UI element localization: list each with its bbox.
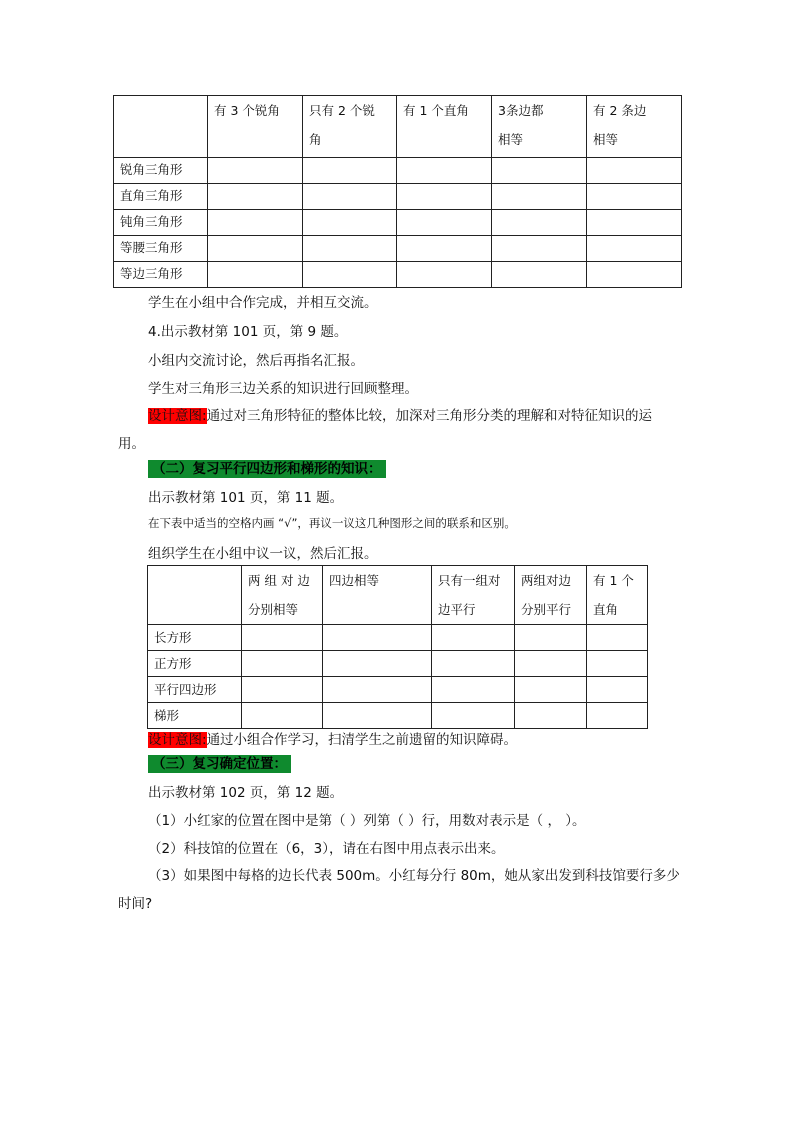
header-text: 只有一组对 <box>438 573 501 588</box>
header-cell <box>114 96 208 158</box>
header-cell <box>515 566 587 625</box>
section-title: （二）复习平行四边形和梯形的知识： <box>148 460 386 478</box>
table-row <box>148 677 648 703</box>
row-label: 长方形 <box>148 625 242 651</box>
question: （3）如果图中每格的边长代表 500m。小红每分行 80m，她从家出发到科技馆要行多少 <box>148 868 680 884</box>
section-heading <box>148 457 386 477</box>
header-cell <box>432 566 515 625</box>
answer-cell[interactable] <box>587 236 682 262</box>
answer-cell[interactable] <box>397 158 492 184</box>
design-intent <box>148 728 517 748</box>
header-text: 有 3 个锐角 <box>214 103 280 118</box>
answer-cell[interactable] <box>397 262 492 288</box>
row-label: 等腰三角形 <box>114 236 208 262</box>
triangle-table <box>113 95 682 288</box>
answer-cell[interactable] <box>303 236 397 262</box>
answer-cell[interactable] <box>587 158 682 184</box>
quadrilateral-table <box>147 565 648 729</box>
row-label: 正方形 <box>148 651 242 677</box>
answer-cell[interactable] <box>432 677 515 703</box>
table-row <box>114 236 682 262</box>
table-row <box>148 625 648 651</box>
header-text: 只有 2 个锐 <box>309 103 375 118</box>
answer-cell[interactable] <box>492 236 587 262</box>
paragraph: 在下表中适当的空格内画 “√”，再议一议这几种图形之间的联系和区别。 <box>148 516 516 530</box>
header-text: 相等 <box>498 132 524 147</box>
answer-cell[interactable] <box>587 625 648 651</box>
answer-cell[interactable] <box>208 262 303 288</box>
answer-cell[interactable] <box>432 651 515 677</box>
header-text: 两组对边 <box>521 573 572 588</box>
design-intent <box>148 404 652 424</box>
table-row <box>114 262 682 288</box>
intent-text: 通过对三角形特征的整体比较，加深对三角形分类的理解和对特征知识的运 <box>206 408 653 424</box>
intent-text: 通过小组合作学习，扫清学生之前遗留的知识障碍。 <box>206 732 518 748</box>
paragraph: 学生在小组中合作完成，并相互交流。 <box>148 295 378 311</box>
paragraph: 出示教材第 102 页，第 12 题。 <box>148 785 344 801</box>
answer-cell[interactable] <box>515 677 587 703</box>
answer-cell[interactable] <box>208 184 303 210</box>
header-text: 有 1 个直角 <box>403 103 469 118</box>
table-header-row <box>114 96 682 158</box>
answer-cell[interactable] <box>397 184 492 210</box>
header-text: 四边相等 <box>329 573 380 588</box>
header-text: 有 1 个 <box>593 573 634 588</box>
paragraph: 用。 <box>118 436 145 452</box>
answer-cell[interactable] <box>242 703 323 729</box>
answer-cell[interactable] <box>515 703 587 729</box>
question: 时间? <box>118 896 153 912</box>
header-cell <box>148 566 242 625</box>
header-cell <box>208 96 303 158</box>
answer-cell[interactable] <box>303 158 397 184</box>
table-row <box>114 184 682 210</box>
header-cell <box>242 566 323 625</box>
row-label: 等边三角形 <box>114 262 208 288</box>
answer-cell[interactable] <box>492 262 587 288</box>
paragraph: 学生对三角形三边关系的知识进行回顾整理。 <box>148 381 418 397</box>
section-title: （三）复习确定位置： <box>148 755 291 773</box>
question: （1）小红家的位置在图中是第（ ）列第（ ）行，用数对表示是（ ， ）。 <box>148 813 586 829</box>
header-text: 3条边都 <box>498 103 544 118</box>
header-text: 分别平行 <box>521 602 572 617</box>
answer-cell[interactable] <box>587 210 682 236</box>
intent-label: 设计意图: <box>148 408 207 424</box>
answer-cell[interactable] <box>587 677 648 703</box>
row-label: 锐角三角形 <box>114 158 208 184</box>
answer-cell[interactable] <box>432 625 515 651</box>
answer-cell[interactable] <box>303 210 397 236</box>
answer-cell[interactable] <box>303 262 397 288</box>
answer-cell[interactable] <box>492 158 587 184</box>
header-text: 有 2 条边 <box>593 103 647 118</box>
row-label: 梯形 <box>148 703 242 729</box>
header-cell <box>303 96 397 158</box>
table-row <box>148 703 648 729</box>
answer-cell[interactable] <box>323 625 432 651</box>
header-text: 直角 <box>593 602 619 617</box>
answer-cell[interactable] <box>323 651 432 677</box>
header-cell <box>323 566 432 625</box>
question: （2）科技馆的位置在（6，3），请在右图中用点表示出来。 <box>148 841 505 857</box>
table-header-row <box>148 566 648 625</box>
answer-cell[interactable] <box>432 703 515 729</box>
header-cell <box>492 96 587 158</box>
answer-cell[interactable] <box>208 210 303 236</box>
header-cell <box>587 96 682 158</box>
paragraph: 小组内交流讨论，然后再指名汇报。 <box>148 353 364 369</box>
table-row <box>114 210 682 236</box>
answer-cell[interactable] <box>587 651 648 677</box>
row-label: 直角三角形 <box>114 184 208 210</box>
row-label: 钝角三角形 <box>114 210 208 236</box>
paragraph: 4.出示教材第 101 页，第 9 题。 <box>148 324 348 340</box>
answer-cell[interactable] <box>492 184 587 210</box>
header-text: 角 <box>309 132 322 147</box>
answer-cell[interactable] <box>587 184 682 210</box>
table-row <box>114 158 682 184</box>
header-text: 相等 <box>593 132 619 147</box>
answer-cell[interactable] <box>323 703 432 729</box>
answer-cell[interactable] <box>323 677 432 703</box>
header-text: 边平行 <box>438 602 476 617</box>
answer-cell[interactable] <box>515 625 587 651</box>
answer-cell[interactable] <box>208 236 303 262</box>
answer-cell[interactable] <box>242 625 323 651</box>
answer-cell[interactable] <box>587 703 648 729</box>
table-row <box>148 651 648 677</box>
row-label: 平行四边形 <box>148 677 242 703</box>
answer-cell[interactable] <box>242 677 323 703</box>
header-cell <box>587 566 648 625</box>
header-text: 两 组 对 边 <box>248 573 310 588</box>
answer-cell[interactable] <box>303 184 397 210</box>
answer-cell[interactable] <box>492 210 587 236</box>
header-text: 分别相等 <box>248 602 299 617</box>
answer-cell[interactable] <box>397 210 492 236</box>
intent-label: 设计意图: <box>148 732 207 748</box>
paragraph: 出示教材第 101 页，第 11 题。 <box>148 490 344 506</box>
section-heading <box>148 752 291 772</box>
answer-cell[interactable] <box>397 236 492 262</box>
header-cell <box>397 96 492 158</box>
answer-cell[interactable] <box>208 158 303 184</box>
answer-cell[interactable] <box>242 651 323 677</box>
answer-cell[interactable] <box>515 651 587 677</box>
paragraph: 组织学生在小组中议一议，然后汇报。 <box>148 546 378 562</box>
answer-cell[interactable] <box>587 262 682 288</box>
